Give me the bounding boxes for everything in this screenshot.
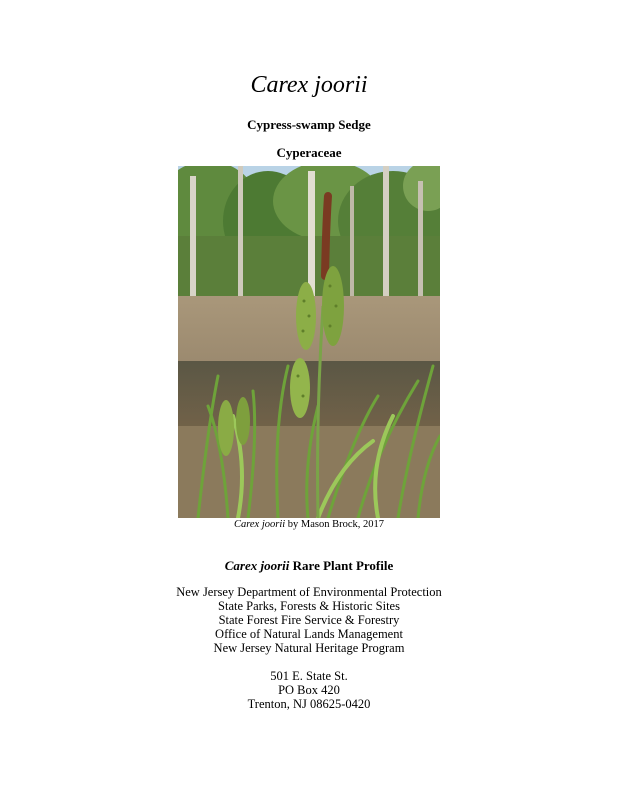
organization-line: State Forest Fire Service & Forestry — [218, 613, 400, 627]
address-line: 501 E. State St. — [270, 669, 348, 683]
family-name: Cyperaceae — [276, 145, 342, 160]
common-name: Cypress-swamp Sedge — [247, 117, 371, 132]
organization-line: New Jersey Department of Environmental Protection — [176, 585, 442, 599]
mailing-address — [0, 669, 618, 711]
caption-species: Carex joorii — [233, 519, 286, 530]
organization-line: State Parks, Forests & Historic Sites — [218, 599, 400, 613]
organization-line: New Jersey Natural Heritage Program — [213, 641, 405, 655]
address-line: PO Box 420 — [278, 683, 340, 697]
caption-credit: by Mason Brock, 2017 — [285, 519, 385, 530]
organization-line: Office of Natural Lands Management — [215, 627, 403, 641]
document-title: Carex joorii — [250, 72, 368, 98]
profile-label: Rare Plant Profile — [289, 558, 394, 573]
organization-block — [0, 585, 618, 655]
address-line: Trenton, NJ 08625-0420 — [247, 697, 371, 711]
photo-caption — [0, 519, 618, 530]
plant-photo — [178, 166, 440, 518]
profile-heading — [0, 558, 618, 574]
profile-species: Carex joorii — [224, 558, 290, 573]
